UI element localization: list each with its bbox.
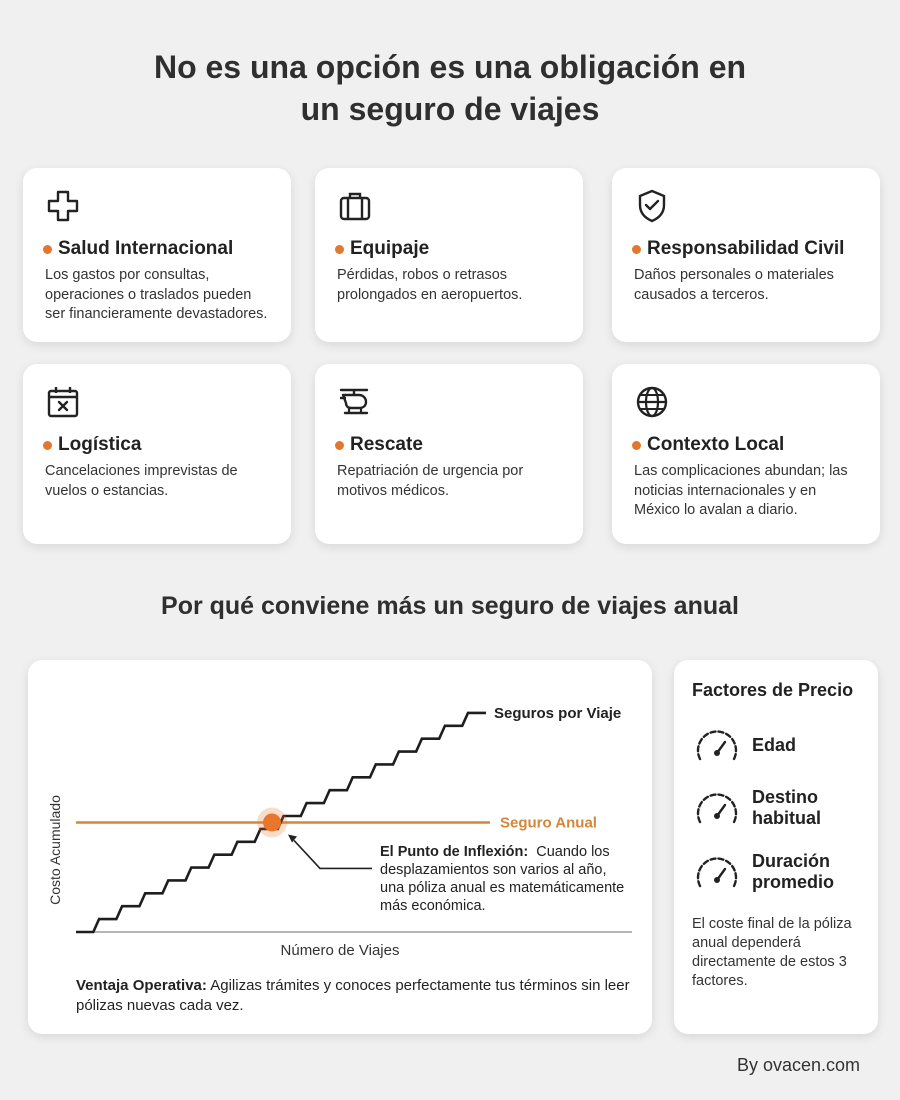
card-title: Logística [58, 434, 142, 455]
inflection-point [263, 813, 281, 831]
card-description: Repatriación de urgencia por motivos médicos. [337, 463, 524, 499]
x-axis-label: Número de Viajes [280, 942, 400, 959]
factor-label: Duración promedio [752, 851, 835, 892]
card-title: Responsabilidad Civil [647, 238, 845, 259]
factor-item [692, 851, 860, 893]
factors-title: Factores de Precio [692, 680, 854, 700]
card-description: Daños personales o materiales causados a terceros. [634, 267, 834, 303]
bullet-dot [632, 441, 641, 450]
card-description: Pérdidas, robos o retrasos prolongados en aeropuertos. [337, 267, 523, 303]
annotation-line-4: más económica. [380, 898, 486, 914]
speedometer-icon [692, 788, 742, 828]
factor-item [692, 787, 860, 829]
luggage-icon [337, 188, 373, 224]
calendar-cancel-icon [45, 384, 81, 420]
speedometer-icon [692, 725, 742, 765]
card-rescate [315, 364, 583, 544]
card-equipaje [315, 168, 583, 342]
bullet-dot [335, 441, 344, 450]
section-title: Por qué conviene más un seguro de viajes anual [161, 592, 739, 620]
card-title: Rescate [350, 434, 423, 455]
advantage-text: Agilizas trámites y conoces perfectamente tus términos sin leer pólizas nuevas cada vez. [76, 977, 630, 1014]
card-title: Equipaje [350, 238, 430, 259]
series-label-seguro-anual: Seguro Anual [500, 814, 597, 832]
bullet-dot [43, 245, 52, 254]
shield-check-icon [634, 188, 670, 224]
price-factors-card [674, 660, 878, 1034]
cost-chart [28, 660, 652, 960]
annotation-leader-line [294, 840, 372, 868]
card-description: Los gastos por consultas, operaciones o traslados pueden ser financieramente devastadores. [45, 267, 268, 322]
advantage-bold: Ventaja Operativa: [76, 977, 207, 994]
speedometer-icon [692, 852, 742, 892]
page-title [0, 46, 900, 130]
operational-advantage [76, 976, 636, 1016]
globe-icon [634, 384, 670, 420]
card-title: Salud Internacional [58, 238, 234, 259]
page-title-line-1: No es una opción es una obligación en [153, 49, 747, 85]
series-label-seguros-por-viaje: Seguros por Viaje [494, 704, 622, 722]
medical-cross-icon [45, 188, 81, 224]
annotation-text [380, 844, 628, 914]
factors-note: El coste final de la póliza anual dependerá directamente de estos 3 factores. [692, 916, 852, 989]
card-logistica [23, 364, 291, 544]
annotation-line-2: desplazamientos son varios al año, [380, 862, 607, 878]
annotation-bold: El Punto de Inflexión: [380, 844, 529, 860]
card-contexto-local [612, 364, 880, 544]
bullet-dot [43, 441, 52, 450]
factor-label: Edad [752, 734, 797, 755]
factor-label: Destino habitual [752, 787, 822, 828]
factor-item [692, 725, 860, 765]
card-description: Las complicaciones abundan; las noticias internacionales y en México lo avalan a diario. [634, 463, 848, 518]
credit: By ovacen.com [736, 1055, 860, 1075]
y-axis-label: Costo Acumulado [47, 795, 63, 905]
card-responsabilidad-civil [612, 168, 880, 342]
bullet-dot [335, 245, 344, 254]
annotation-line-1: Cuando los [536, 844, 610, 860]
card-title: Contexto Local [647, 434, 785, 455]
chart-card [28, 660, 652, 1034]
page-title-line-2: un seguro de viajes [300, 91, 600, 127]
helicopter-icon [337, 384, 373, 420]
annotation-line-3: una póliza anual es matemáticamente [380, 880, 625, 896]
card-description: Cancelaciones imprevistas de vuelos o estancias. [45, 463, 238, 499]
bullet-dot [632, 245, 641, 254]
card-salud-internacional [23, 168, 291, 342]
